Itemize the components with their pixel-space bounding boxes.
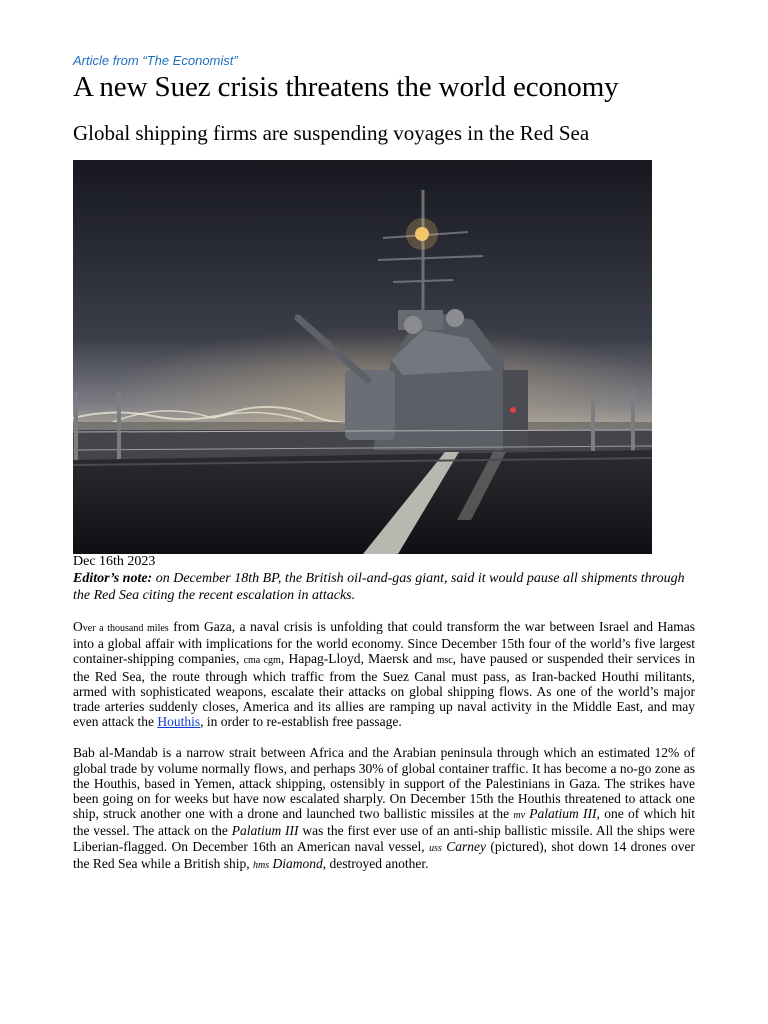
ship-diamond: Diamond: [269, 855, 323, 871]
paragraph-1-text-d: , in order to re-establish free passage.: [200, 714, 402, 730]
editor-note: [73, 570, 695, 604]
company-msc: msc: [436, 655, 453, 667]
prefix-mv: mv: [513, 810, 526, 822]
drop-letter: O: [73, 619, 83, 634]
editor-note-text: on December 18th BP, the British oil-and-gas giant, said it would pause all shipments through the Red Sea citing the recent escalation in attacks.: [73, 571, 685, 603]
paragraph-2-text-c: was the first ever use of an anti-ship ballistic missile. All the ships were Liberian-flagged. On December 16th an American naval vessel,: [73, 823, 695, 854]
ship-palatium: Palatium III,: [525, 806, 600, 822]
ship-carney: Carney: [441, 838, 487, 854]
company-cma: cma cgm: [243, 655, 281, 667]
editor-note-label: Editor’s note:: [73, 571, 153, 586]
article-title: A new Suez crisis threatens the world economy: [73, 71, 619, 103]
prefix-hms: hms: [252, 859, 270, 871]
warship-photo: [73, 160, 652, 554]
houthis-link[interactable]: Houthis: [157, 714, 201, 730]
paragraph-2-text-d: (pictured), shot down 14 drones over the Red Sea while a British ship,: [73, 838, 695, 871]
paragraph-1: [73, 619, 695, 729]
article-subtitle: Global shipping firms are suspending voyages in the Red Sea: [73, 121, 590, 145]
article: [73, 52, 695, 873]
paragraph-2-text-b: one of which hit the vessel. The attack on the: [73, 806, 695, 839]
ship-palatium-again: Palatium III: [231, 823, 299, 839]
paragraph-2-text-e: , destroyed another.: [322, 855, 429, 871]
paragraph-1-text-a: from Gaza, a naval crisis is unfolding that could transform the war between Israel and Hamas into a global affair with implications for the world economy. Since December 15th four of the world’s five largest container-shipping companies,: [73, 619, 696, 667]
article-source: Article from “The Economist”: [73, 53, 238, 68]
prefix-uss: uss: [429, 842, 442, 854]
article-date: Dec 16th 2023: [73, 554, 156, 569]
paragraph-2: [73, 745, 695, 873]
paragraph-2-text-a: Bab al-Mandab is a narrow strait between Africa and the Arabian peninsula through which an estimated 12% of global trade by volume normally flows, and perhaps 30% of global container traffic. It has become a no-go zone as the Houthis, based in Yemen, attack shipping, ostensibly in support of the Palestinians in Gaza. The strikes have been going on for weeks but have now escalated sharply. On December 15th the Houthis threatened to attack one ship, struck another one with a drone and launched two ballistic missiles at the: [73, 745, 695, 822]
paragraph-1-text-b: , Hapag-Lloyd, Maersk and: [280, 651, 437, 667]
paragraph-1-text-c: , have paused or suspended their services in the Red Sea, the route through which traffic from the Suez Canal must pass, as Iran-backed Houthi militants, armed with sophisticated weapons, escalate their attacks on global shipping flows. As one of the world’s major trade arteries suddenly closes, America and its allies are ramping up naval activity in the Middle East, and may even attack the: [73, 651, 695, 730]
small-caps-lead: ver a thousand miles: [82, 623, 169, 634]
